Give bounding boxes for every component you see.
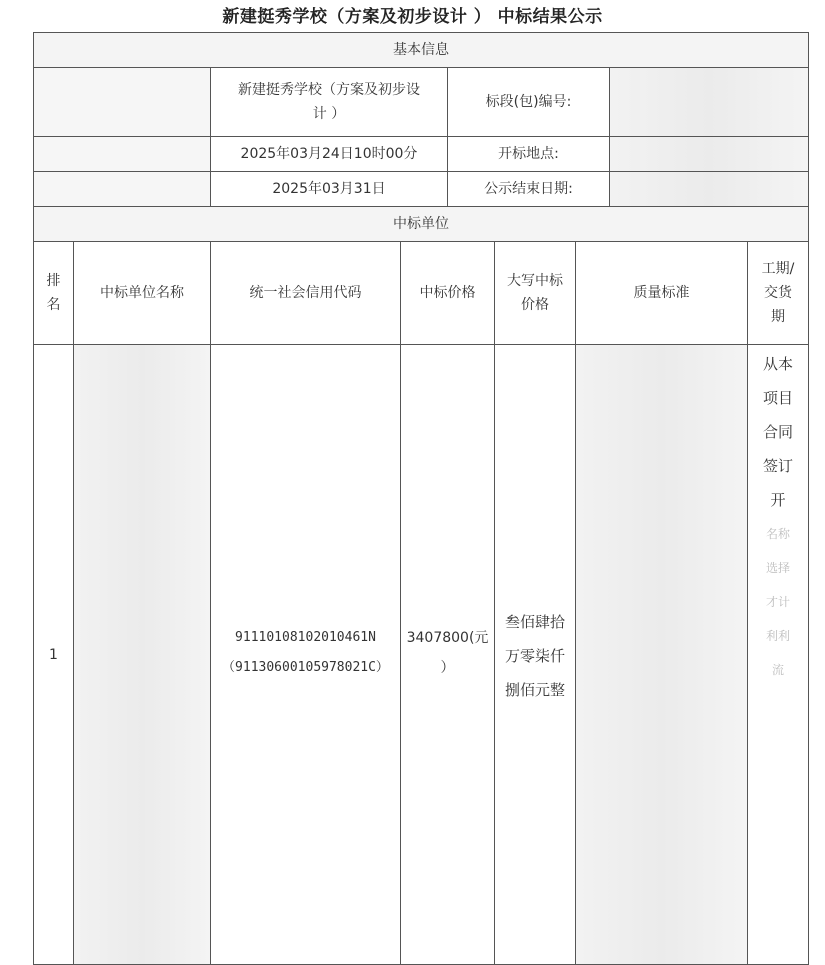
period-line-faded: 流	[771, 663, 784, 677]
open-place-value-redacted	[610, 137, 809, 172]
col-header-upper-price: 大写中标 价格	[495, 242, 576, 345]
table-row	[34, 345, 809, 965]
period-line: 签订	[762, 457, 793, 475]
credit-code-cell: 91110108102010461N （91130600105978021C）	[211, 345, 401, 965]
col-header-price: 中标价格	[401, 242, 495, 345]
period-line-faded: 利利	[765, 629, 790, 643]
page-title: 新建挺秀学校（方案及初步设计 ） 中标结果公示	[222, 7, 603, 27]
period-line-faded: 才计	[765, 595, 790, 609]
lot-number-label: 标段(包)编号:	[448, 68, 610, 137]
basic-info-table	[33, 32, 809, 242]
lot-number-value-redacted	[610, 68, 809, 137]
notice-date-label-redacted	[34, 172, 211, 207]
winner-table	[33, 241, 809, 965]
col-header-name: 中标单位名称	[74, 242, 211, 345]
open-place-label: 开标地点:	[448, 137, 610, 172]
col-header-code: 统一社会信用代码	[211, 242, 401, 345]
quality-standard-redacted	[576, 345, 748, 965]
col-header-rank: 排 名	[34, 242, 74, 345]
winner-name-redacted	[74, 345, 211, 965]
open-time-value: 2025年03月24日10时00分	[211, 137, 448, 172]
period-line-faded: 选择	[765, 561, 790, 575]
period-line: 项目	[762, 389, 793, 407]
winner-table-header-row	[34, 242, 809, 345]
project-name-label-redacted	[34, 68, 211, 137]
notice-end-value-redacted	[610, 172, 809, 207]
period-line: 合同	[762, 423, 793, 441]
col-header-quality: 质量标准	[576, 242, 748, 345]
period-line: 开	[770, 491, 786, 509]
open-time-label-redacted	[34, 137, 211, 172]
price-cell: 3407800(元 ）	[401, 345, 495, 965]
period-line-faded: 名称	[765, 527, 790, 541]
period-line: 从本	[762, 355, 793, 373]
rank-cell: 1	[34, 345, 74, 965]
notice-date-value: 2025年03月31日	[211, 172, 448, 207]
notice-end-label: 公示结束日期:	[448, 172, 610, 207]
upper-price-cell: 叁佰肆拾 万零柒仟 捌佰元整	[495, 345, 576, 965]
col-header-period: 工期/ 交货 期	[748, 242, 809, 345]
period-cell	[748, 345, 809, 965]
winner-section-title: 中标单位	[34, 207, 809, 242]
basic-info-section-title: 基本信息	[34, 33, 809, 68]
project-name-value: 新建挺秀学校（方案及初步设 计 ）	[211, 68, 448, 137]
